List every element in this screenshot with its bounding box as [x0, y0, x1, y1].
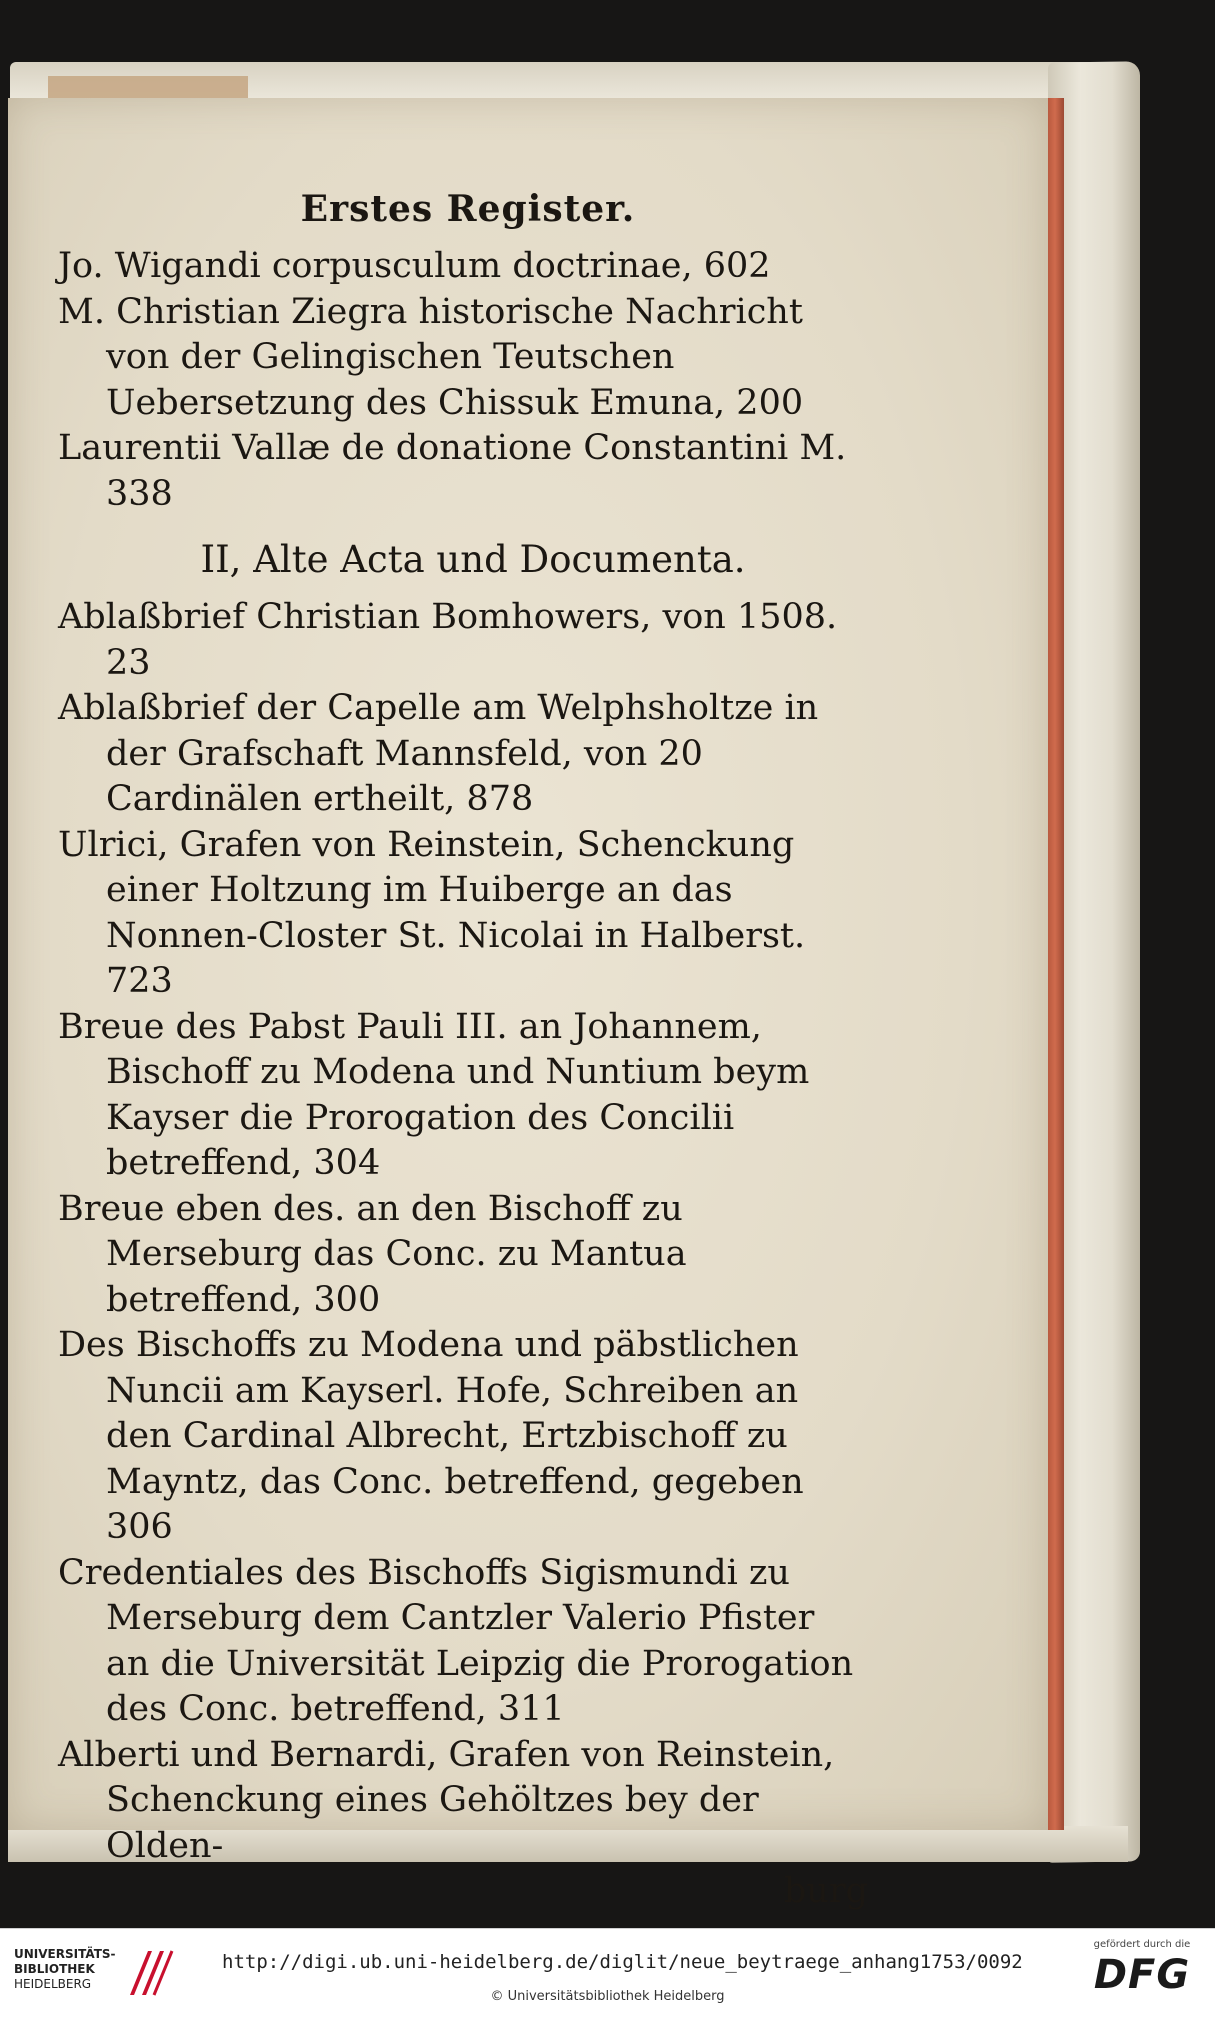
register-entry: Des Bischoffs zu Modena und päbstlichen Nuncii am Kayserl. Hofe, Schreiben an den Cardinal Albrecht, Ertzbischoff zu Mayntz, das Conc. betreffend, gegeben 306 [58, 1325, 804, 1547]
dfg-logo[interactable] [1078, 1939, 1206, 2009]
funding-note: gefördert durch die [1093, 1939, 1191, 1950]
register-entry: Breue eben des. an den Bischoff zu Merseburg das Conc. zu Mantua betreffend, 300 [58, 1188, 687, 1320]
section-title: II, Alte Acta und Documenta. [200, 538, 746, 581]
register-entry: Breue des Pabst Pauli III. an Johannem, Bischoff zu Modena und Nuntium beym Kayser die Prorogation des Concilii betreffend, 304 [58, 1006, 810, 1183]
entries-after [58, 595, 868, 1915]
catchword: burg [783, 1871, 868, 1911]
red-page-edge [1046, 98, 1064, 1830]
copyright-notice: © Universitätsbibliothek Heidelberg [490, 1989, 725, 2004]
register-entry: M. Christian Ziegra historische Nachricht von der Gelingischen Teutschen Uebersetzung des Chissuk Emuna, 200 [58, 291, 804, 423]
register-entry: Credentiales des Bischoffs Sigismundi zu Merseburg dem Cantzler Valerio Pfister an die Universität Leipzig die Prorogation des Conc. betreffend, 311 [58, 1552, 854, 1729]
library-name-line1: UNIVERSITÄTS- [14, 1947, 116, 1961]
page-heading: Erstes Register. [300, 188, 636, 230]
library-name-line2: BIBLIOTHEK [14, 1962, 95, 1976]
entries-before [58, 244, 868, 517]
library-name-line3: HEIDELBERG [14, 1977, 92, 1991]
register-entry: Ulrici, Grafen von Reinstein, Schenckung einer Holtzung im Huiberge an das Nonnen-Closter St. Nicolai in Halberst. 723 [58, 824, 806, 1001]
register-entry-text: Alberti und Bernardi, Grafen von Reinstein, Schenckung eines Gehöltzes bey der Olden- [58, 1734, 835, 1866]
funder-name: DFG [1093, 1952, 1191, 1998]
library-name [14, 1947, 116, 1992]
permalink-url[interactable]: http://digi.ub.uni-heidelberg.de/diglit/neue_beytraege_anhang1753/0092 [222, 1951, 1023, 1973]
register-entry: Laurentii Vallæ de donatione Constantini M. 338 [58, 428, 847, 514]
register-entry: Ablaßbrief Christian Bomhowers, von 1508. 23 [58, 597, 838, 683]
register-entry: Ablaßbrief der Capelle am Welphsholtze in der Grafschaft Mannsfeld, von 20 Cardinälen ertheilt, 878 [58, 688, 819, 819]
paper-tab [48, 76, 248, 100]
viewer-footer [0, 1928, 1215, 2017]
book-page [8, 98, 1048, 1911]
page-text [58, 188, 868, 1915]
register-entry: Jo. Wigandi corpusculum doctrinae, 602 [58, 246, 771, 286]
register-entry [58, 1733, 868, 1915]
